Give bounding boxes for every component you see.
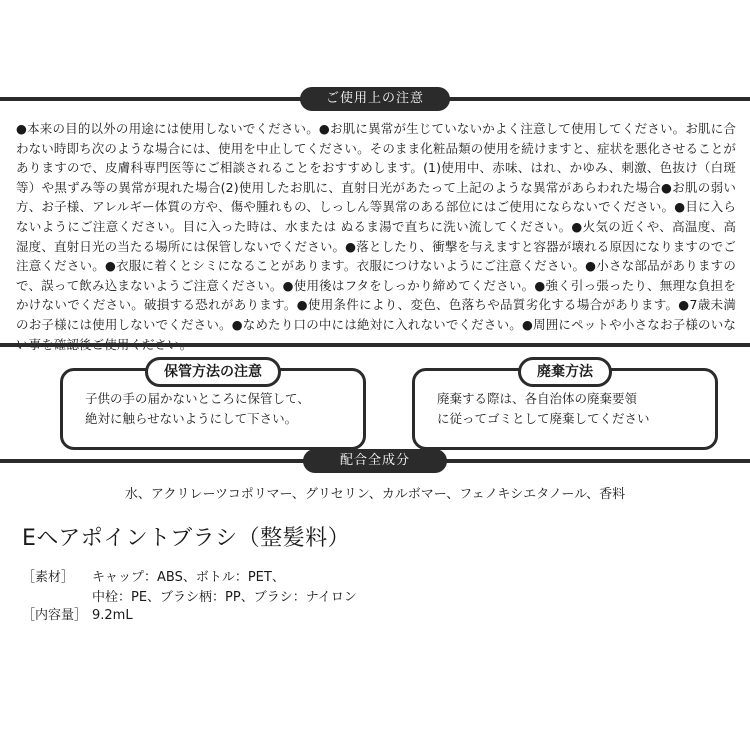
volume-label: ［内容量］ (22, 608, 88, 623)
material-spec (22, 569, 285, 587)
storage-notice-box (60, 364, 366, 450)
ingredients-heading: 配合全成分 (303, 449, 447, 473)
section-divider (0, 343, 750, 347)
caution-section-header (0, 87, 750, 111)
volume-value: 9.2mL (92, 608, 133, 623)
volume-spec (22, 607, 133, 625)
caution-heading: ご使用上の注意 (300, 87, 450, 111)
disposal-text: 廃棄する際は、各自治体の廃棄要領 に従ってゴミとして廃棄してください (437, 391, 650, 426)
material-label: ［素材］ (22, 570, 75, 585)
disposal-notice-box (412, 364, 718, 450)
material-line-2: 中栓：PE、ブラシ柄：PP、ブラシ：ナイロン (92, 590, 357, 605)
product-name: Eヘアポイントブラシ（整髪料） (22, 526, 351, 551)
storage-heading: 保管方法の注意 (145, 357, 281, 387)
material-spec-continued (92, 589, 357, 607)
material-line-1: キャップ：ABS、ボトル：PET、 (92, 570, 285, 585)
ingredients-section-header (0, 449, 750, 473)
ingredients-list: 水、アクリレーツコポリマー、グリセリン、カルボマー、フェノキシエタノール、香料 (124, 487, 626, 502)
caution-text: ●本来の目的以外の用途には使用しないでください。●お肌に異常が生じていないかよく注意して使用してください。お肌に合わない時即ち次のような場合には、使用を中止してください。そのまま化粧品類の使用を続けますと、症状を悪化させることがありますので、皮膚科専門医等にご相談されることをおすすめします。(1)使用中、赤味、はれ、かゆみ、刺激、色抜け（白斑等）や黒ずみ等の異常が現れた場合(2)使用したお肌に、直射日光があたって上記のような異常があらわれた場合●お肌の弱い方、お子様、アレルギー体質の方や、傷や腫れもの、しっしん等異常のある部位にはご使用にならないでください。●目に入らないようにご注意ください。目に入った時は、水または ぬるま湯で直ちに洗い流してください。●火気の近くや、高温度、高湿度、直射日光の当たる場所には保管しないでください。●落としたり、衝撃を与えますと容器が壊れる原因になりますのでご注意ください。●衣服に着くとシミになることがあります。衣服につけないようにご注意ください。●小さな部品がありますので、誤って飲み込まないようご注意ください。●使用後はフタをしっかり締めてください。●強く引っ張ったり、無理な負担をかけないでください。破損する恐れがあります。●使用条件により、変色、色落ちや品質劣化する場合があります。●7歳未満のお子様には使用しないでください。●なめたり口の中には絶対に入れないでください。●周囲にペットや小さなお子様のいな (16, 121, 736, 332)
storage-text: 子供の手の届かないところに保管して、 絶対に触らせないようにして下さい。 (85, 391, 310, 426)
disposal-heading: 廃棄方法 (518, 357, 612, 387)
